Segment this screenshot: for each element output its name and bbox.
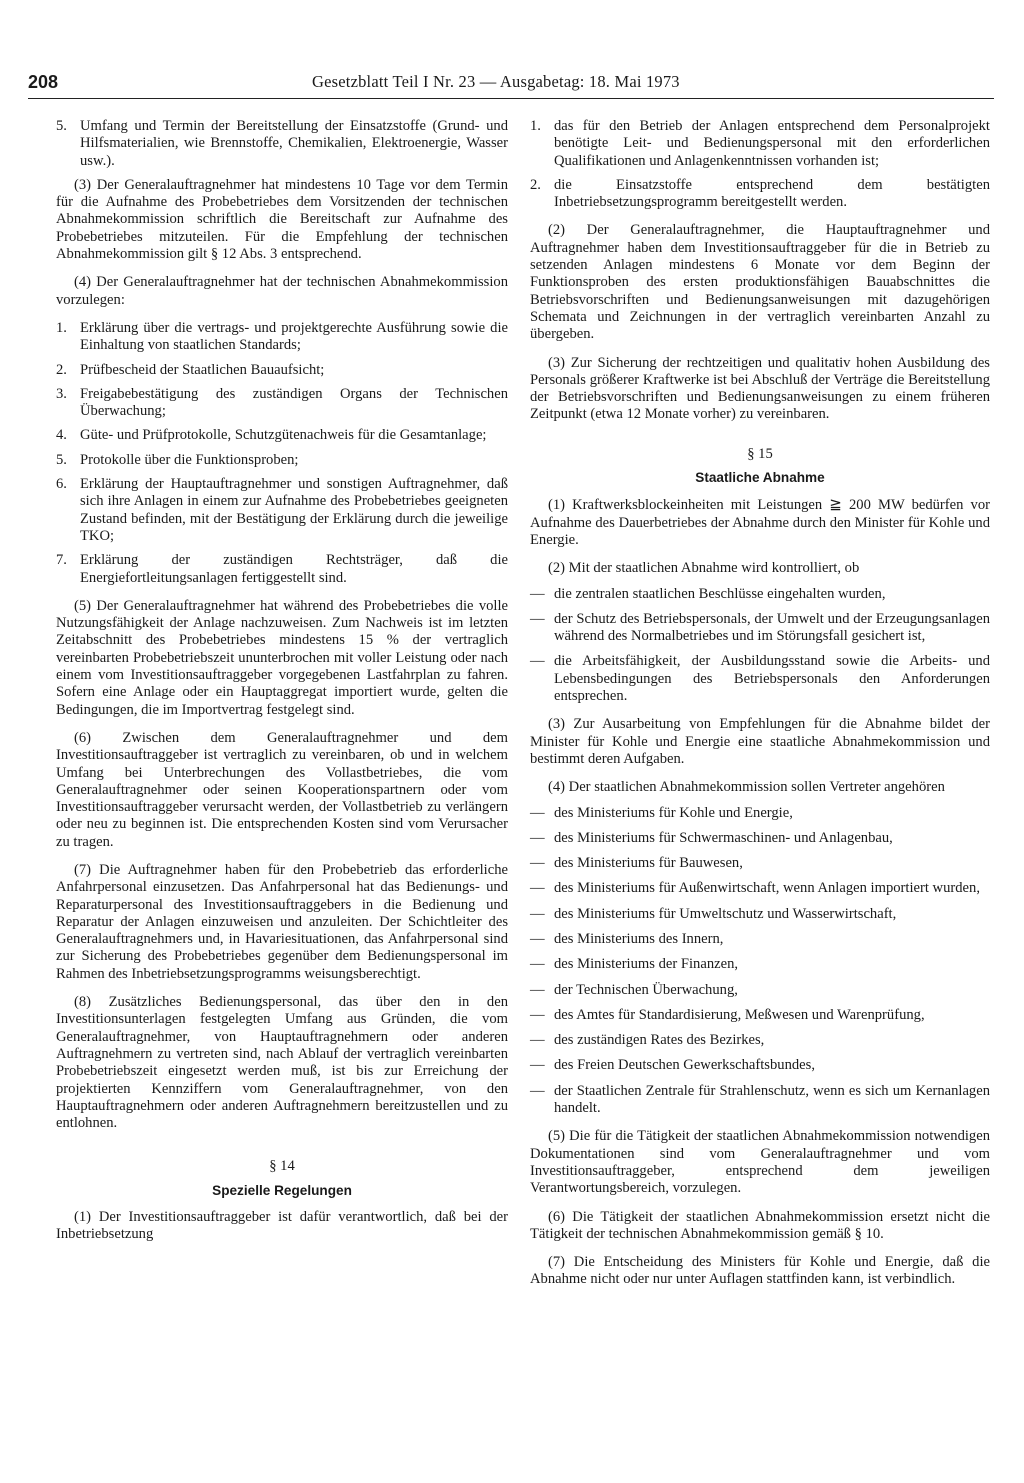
list-item-text: Güte- und Prüfprotokolle, Schutzgütenachweis für die Gesamtanlage;	[80, 427, 487, 444]
list-item	[56, 118, 508, 170]
section-15-paragraph-4: (4) Der staatlichen Abnahmekommission sollen Vertreter angehören	[548, 779, 945, 796]
list-item-text: des Freien Deutschen Gewerkschaftsbundes,	[554, 1057, 815, 1074]
list-item-number: 2.	[530, 176, 541, 193]
dash-bullet: —	[530, 1082, 545, 1099]
list-item-text: das für den Betrieb der Anlagen entsprechend dem Personalprojekt benötigte Leit- und Bedienungspersonal mit den erforderlichen Qualifikationen und Anlagenkenntnissen vorhanden ist;	[554, 118, 990, 169]
page-number: 208	[28, 72, 59, 92]
dash-list-item	[530, 1007, 990, 1024]
paragraph-text: (1) Kraftwerksblockeinheiten mit Leistungen	[548, 497, 823, 514]
section-14-paragraph-1: (1) Der Investitionsauftraggeber ist dafür verantwortlich, daß bei der Inbetriebsetzung	[56, 1209, 508, 1243]
dash-bullet: —	[530, 829, 545, 846]
dash-list-item	[530, 611, 990, 646]
dash-bullet: —	[530, 610, 545, 627]
list-item-text: des Ministeriums für Kohle und Energie,	[554, 804, 793, 821]
dash-list-item	[530, 931, 990, 948]
list-item-text: des Amtes für Standardisierung, Meßwesen und Warenprüfung,	[554, 1006, 925, 1023]
list-item-number: 6.	[56, 476, 67, 493]
dash-bullet: —	[530, 585, 545, 602]
section-15-paragraph-2: (2) Mit der staatlichen Abnahme wird kontrolliert, ob	[548, 560, 860, 577]
list-item-text: die zentralen staatlichen Beschlüsse eingehalten wurden,	[554, 585, 886, 602]
paragraph-3: (3) Der Generalauftragnehmer hat mindestens 10 Tage vor dem Termin für die Aufnahme des Probebetriebes dem Vorsitzenden der technischen Abnahmekommission schriftlich die Bereitschaft zur Aufnahme des Probebetriebes mitzuteilen. Für die Empfehlung der technischen Abnahmekommission gilt § 12 Abs. 3 entsprechend.	[56, 176, 508, 263]
dash-list-item	[530, 956, 990, 973]
list-item	[56, 452, 508, 469]
greater-equal-symbol: ≧	[829, 495, 842, 514]
list-documents	[56, 320, 508, 587]
dash-list-item	[530, 830, 990, 847]
list-item	[530, 118, 990, 170]
list-item-number: 5.	[56, 118, 67, 134]
dash-list-item	[530, 805, 990, 822]
list-item-text: Freigabebestätigung des zuständigen Organs der Technischen Überwachung;	[80, 385, 508, 420]
list-item-text: des Ministeriums für Schwermaschinen- und Anlagenbau,	[554, 829, 893, 846]
list-item-text: Erklärung der zuständigen Rechtsträger, daß die Energiefortleitungsanlagen fertiggestellt sind.	[80, 552, 508, 586]
right-column	[530, 118, 990, 1300]
list-item-text: des Ministeriums des Innern,	[554, 930, 724, 947]
dash-bullet: —	[530, 1006, 545, 1023]
list-item-text: die Einsatzstoffe entsprechend dem bestätigten Inbetriebsetzungsprogramm bereitgestellt werden.	[554, 176, 990, 211]
list-item-number: 1.	[56, 319, 67, 336]
list-item-number: 4.	[56, 427, 67, 444]
list-item	[56, 427, 508, 444]
dash-list-item	[530, 1083, 990, 1118]
list-item	[56, 386, 508, 421]
section-15-paragraph-7: (7) Die Entscheidung des Ministers für Kohle und Energie, daß die Abnahme nicht oder nur unter Auflagen stattfinden kann, ist verbindlich.	[530, 1254, 990, 1288]
control-criteria-list	[530, 586, 990, 706]
dash-bullet: —	[530, 1032, 545, 1049]
left-column	[56, 118, 508, 1255]
section-15-paragraph-1	[530, 496, 990, 549]
list-item-number: 2.	[56, 361, 67, 378]
dash-list-item	[530, 855, 990, 872]
paragraph-6: (6) Zwischen dem Generalauftragnehmer und dem Investitionsauftraggeber ist vertraglich zu vereinbaren, ob und in welchem Umfang bei Unterbrechungen des Vollastbetriebes, die vom Generalauftragnehmer oder seinen Kooperationspartnern oder vom Investitionsauftraggeber verursacht werden, der Vollastbetrieb zu verlängern oder neu zu beginnen ist. Die entsprechenden Kosten sind vom Verursacher zu tragen.	[56, 729, 508, 850]
dash-bullet: —	[530, 880, 545, 897]
paragraph-8: (8) Zusätzliches Bedienungspersonal, das über den in den Investitionsunterlagen festgelegten Umfang aus Gründen, die vom Generalauftragnehmer, von Hauptauftragnehmern oder anderen Auftragnehmern zu vertreten sind, nach Ablauf der vertraglich vereinbarten Probebetriebszeit eingesetzt werden muß, ist bis zur Erreichung der projektierten Kennziffern vom Generalauftragnehmer, von den Hauptauftragnehmern oder anderen Auftragnehmern bereitzustellen und zu entlohnen.	[56, 994, 508, 1132]
dash-list-item	[530, 982, 990, 999]
paragraph-7: (7) Die Auftragnehmer haben für den Probebetrieb das erforderliche Anfahrpersonal einzusetzen. Das Anfahrpersonal hat das Bedienungs- und Reparaturpersonal des Investitionsauftraggebers in die Bedienung und Reparatur der Anlagen einzuweisen und anzuleiten. Der Schichtleiter des Generalauftragnehmers und, in Havariesituationen, das Anfahrpersonal sind zur Sicherung des Probebetriebes gegenüber dem Bedienungspersonal im Rahmen des Inbetriebsetzungsprogramms weisungsberechtigt.	[56, 861, 508, 982]
paragraph-text: 200 MW bedürfen vor Aufnahme des Dauerbetriebes der Abnahme durch den Minister für Kohle und Energie.	[530, 497, 990, 548]
section-15-title: Staatliche Abnahme	[695, 470, 825, 486]
dash-list-item	[530, 1057, 990, 1074]
list-item-number: 3.	[56, 385, 67, 402]
dash-bullet: —	[530, 905, 545, 922]
dash-bullet: —	[530, 855, 545, 872]
list-item-text: der Schutz des Betriebspersonals, der Umwelt und der Erzeugungsanlagen während des Normalbetriebes und im Störungsfall gesichert ist,	[554, 610, 990, 645]
dash-bullet: —	[530, 1057, 545, 1074]
list-item-text: des Ministeriums für Umweltschutz und Wasserwirtschaft,	[554, 905, 897, 922]
commission-members-list	[530, 805, 990, 1118]
dash-bullet: —	[530, 956, 545, 973]
list-item-text: des Ministeriums der Finanzen,	[554, 956, 739, 973]
dash-bullet: —	[530, 981, 545, 998]
list-item-number: 5.	[56, 451, 67, 468]
page-header	[28, 72, 994, 99]
list-item	[56, 320, 508, 355]
section-15-paragraph-5: (5) Die für die Tätigkeit der staatlichen Abnahmekommission notwendigen Dokumentationen sind vom Generalauftragnehmer und vom Investitionsauftraggeber, entsprechend dem jeweiligen Verantwortungsbereich, vorzulegen.	[530, 1128, 990, 1197]
dash-list-item	[530, 653, 990, 705]
section-14-title: Spezielle Regelungen	[212, 1182, 352, 1198]
section-15-number: § 15	[747, 445, 773, 462]
paragraph-2: (2) Der Generalauftragnehmer, die Hauptauftragnehmer und Auftragnehmer haben dem Investitionsauftraggeber für die in Betrieb zu setzenden Anlagen mindestens 6 Monate vor dem Beginn der Funktionsproben des ersten produktionsfähigen Bauabschnittes die Betriebsvorschriften und Bedienungsanweisungen mit dazugehörigen Schemata und Zeichnungen in der vertraglich vereinbarten Anzahl zu übergeben.	[530, 222, 990, 343]
list-item	[56, 362, 508, 379]
header-title: Gesetzblatt Teil I Nr. 23 — Ausgabetag: 18. Mai 1973	[312, 72, 680, 91]
paragraph-5: (5) Der Generalauftragnehmer hat während des Probebetriebes die volle Nutzungsfähigkeit der Anlage nachzuweisen. Zum Nachweis ist im letzten Zeitabschnitt des Probebetriebes mindestens 15 % der vertraglich vereinbarten Probebetriebszeit ununterbrochen mit voller Leistung oder nach einem vom Investitionsauftraggeber vorgegebenen Lastfahrplan zu fahren. Sofern eine Anlage oder ein Hauptaggregat importiert wurde, gelten die Bedingungen, die im Importvertrag festgelegt sind.	[56, 597, 508, 718]
list-item	[530, 177, 990, 212]
section-14-number: § 14	[269, 1158, 295, 1175]
list-item-text: der Staatlichen Zentrale für Strahlenschutz, wenn es sich um Kernanlagen handelt.	[554, 1082, 990, 1117]
dash-bullet: —	[530, 930, 545, 947]
list-item-text: des Ministeriums für Außenwirtschaft, wenn Anlagen importiert wurden,	[554, 880, 980, 897]
section-15-paragraph-3: (3) Zur Ausarbeitung von Empfehlungen für die Abnahme bildet der Minister für Kohle und Energie eine staatliche Abnahmekommission und bestimmt deren Aufgaben.	[530, 716, 990, 767]
list-item-text: des Ministeriums für Bauwesen,	[554, 855, 743, 872]
paragraph-4: (4) Der Generalauftragnehmer hat der technischen Abnahmekommission vorzulegen:	[56, 274, 508, 308]
list-item	[56, 552, 508, 587]
dash-list-item	[530, 586, 990, 603]
dash-list-item	[530, 906, 990, 923]
list-item-text: die Arbeitsfähigkeit, der Ausbildungsstand sowie die Arbeits- und Lebensbedingungen des Betriebspersonals den Anforderungen entsprechen.	[554, 653, 990, 705]
section-15-paragraph-6: (6) Die Tätigkeit der staatlichen Abnahmekommission ersetzt nicht die Tätigkeit der technischen Abnahmekommission gemäß § 10.	[530, 1208, 990, 1242]
paragraph-3: (3) Zur Sicherung der rechtzeitigen und qualitativ hohen Ausbildung des Personals größerer Kraftwerke ist bei Abschluß der Verträge die Bereitstellung der Betriebsvorschriften und Bedienungsanweisungen zu einem früheren Zeitpunkt (etwa 12 Monate vorher) zu vereinbaren.	[530, 354, 990, 423]
list-item-text: Erklärung über die vertrags- und projektgerechte Ausführung sowie die Einhaltung von staatlichen Standards;	[80, 319, 508, 354]
list-item-text: der Technischen Überwachung,	[554, 981, 738, 998]
dash-bullet: —	[530, 653, 545, 670]
list-item-text: des zuständigen Rates des Bezirkes,	[554, 1032, 765, 1049]
list-item	[56, 476, 508, 545]
list-item-text: Erklärung der Hauptauftragnehmer und sonstigen Auftragnehmer, daß sich ihre Anlagen in einem zur Aufnahme des Probebetriebes geeigneten Zustand befinden, mit der Bestätigung der Erklärung durch die jeweilige TKO;	[80, 476, 508, 544]
list-item-text: Protokolle über die Funktionsproben;	[80, 451, 299, 468]
dash-list-item	[530, 880, 990, 897]
list-item-text: Umfang und Termin der Bereitstellung der Einsatzstoffe (Grund- und Hilfsmaterialien, wie Brennstoffe, Chemikalien, Elektroenergie, Wasser usw.).	[80, 118, 508, 169]
dash-bullet: —	[530, 804, 545, 821]
dash-list-item	[530, 1032, 990, 1049]
list-item-number: 1.	[530, 118, 541, 134]
list-item-text: Prüfbescheid der Staatlichen Bauaufsicht;	[80, 361, 325, 378]
list-item-number: 7.	[56, 552, 67, 569]
